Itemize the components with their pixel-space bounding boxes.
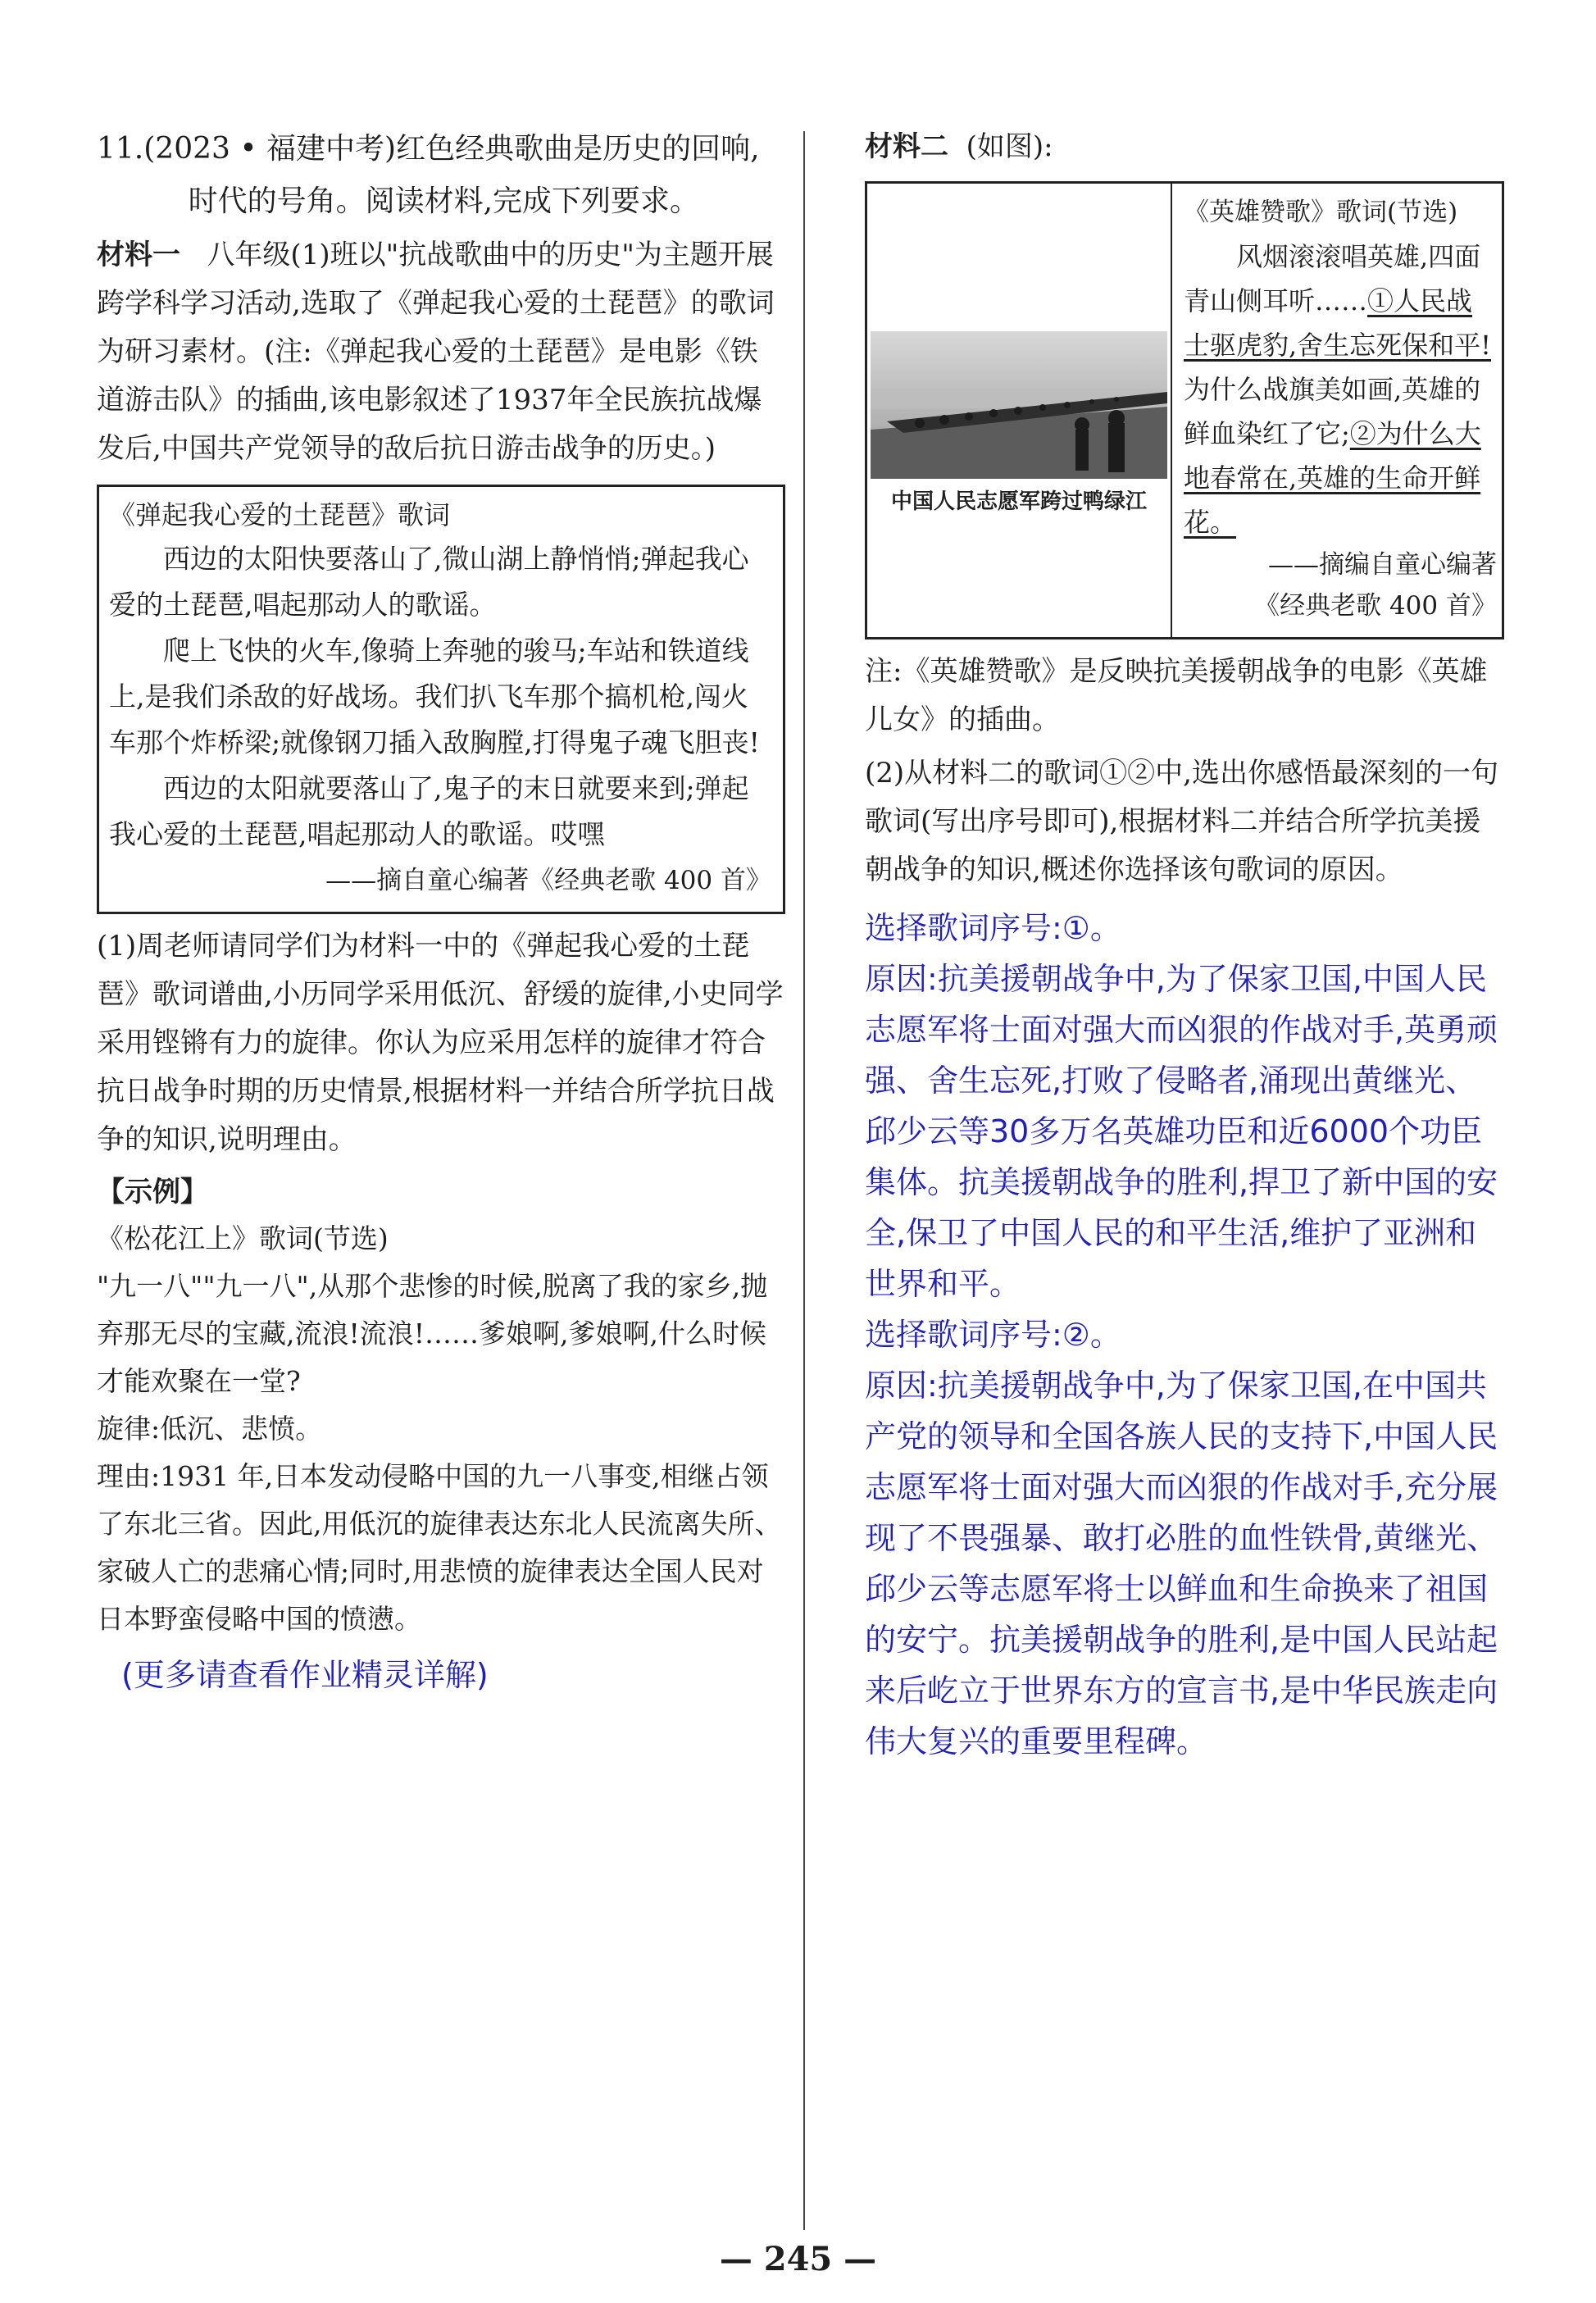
answer-reason: 原因:抗美援朝战争中,为了保家卫国,在中国共产党的领导和全国各族人民的支持下,中国人民志愿军将士面对强大而凶狠的作战对手,充分展现了不畏强暴、敢打必胜的血性铁骨,黄继光、邱少云等志愿军将士以鲜血和生命换来了祖国的安宁。抗美援朝战争的胜利,是中国人民站起来后屹立于世界东方的宣言书,是中华民族走向伟大复兴的重要里程碑。 [865,1368,1498,1759]
right-column [865,123,1504,1767]
material2-label: 材料二 [865,130,948,163]
example-label: 【示例】 [97,1176,208,1208]
material1-source: ——摘自童心编著《经典老歌 400 首》 [325,866,771,895]
question-number: 11. [97,132,144,166]
material1-lyrics-verse: 西边的太阳就要落山了,鬼子的末日就要来到;弹起我心爱的土琵琶,唱起那动人的歌谣。哎嘿 [109,772,749,850]
volunteer-army-photo [871,331,1167,479]
material2-source-author: ——摘编自童心编著 [1268,550,1497,580]
material1-lyrics-verse: 西边的太阳快要落山了,微山湖上静悄悄;弹起我心爱的土琵琶,唱起那动人的歌谣。 [109,543,749,621]
photo-caption: 中国人民志愿军跨过鸭绿江 [890,489,1147,514]
lyric-2: ②为什么大地春常在,英雄的生命开鲜花。 [1184,418,1481,538]
question-intro: (2023 • 福建中考)红色经典歌曲是历史的回响,时代的号角。阅读材料,完成下列要求。 [143,132,760,218]
material2-source-book: 《经典老歌 400 首》 [1254,591,1497,621]
column-divider [803,131,805,2230]
material2-table [865,181,1504,639]
answer-choice: 选择歌词序号:①。 [865,910,1121,946]
answer-reason: 原因:抗美援朝战争中,为了保家卫国,中国人民志愿军将士面对强大而凶狠的作战对手,英勇顽强、舍生忘死,打败了侵略者,涌现出黄继光、邱少云等30多万名英雄功臣和近6000个功臣集体。抗美援朝战争的胜利,捍卫了新中国的安全,保卫了中国人民的和平生活,维护了亚洲和世界和平。 [865,961,1498,1302]
lyrics-mid: 为什么战旗美如画,英雄的鲜血染红了它; [1184,374,1481,449]
material1-lyrics-box [97,485,785,914]
material1-lyrics-verse: 爬上飞快的火车,像骑上奔驰的骏马;车站和铁道线上,是我们杀敌的好战场。我们扒飞车那个搞机枪,闯火车那个炸桥梁;就像钢刀插入敌胸膛,打得鬼子魂飞胆丧! [109,635,760,758]
lyrics-cell [1172,184,1502,637]
lyric-1: ①人民战士驱虎豹,舍生忘死保和平! [1184,285,1492,361]
left-column [97,123,785,1700]
question-header [97,123,785,228]
material2-footnote: 注:《英雄赞歌》是反映抗美援朝战争的电影《英雄儿女》的插曲。 [865,655,1488,736]
answer-block [865,903,1504,1767]
sub-question-2: (2)从材料二的歌词①②中,选出你感悟最深刻的一句歌词(写出序号即可),根据材料二并结合所学抗美援朝战争的知识,概述你选择该句歌词的原因。 [865,757,1498,886]
material2-lyrics-title: 《英雄赞歌》歌词(节选) [1184,198,1458,227]
example-reason: 理由:1931 年,日本发动侵略中国的九一八事变,相继占领了东北三省。因此,用低沉的旋律表达东北人民流离失所、家破人亡的悲痛心情;同时,用悲愤的旋律表达全国人民对日本野蛮侵略中国的愤懑。 [97,1460,782,1635]
material1-paragraph [97,231,785,473]
material2-lyrics-body [1184,234,1497,544]
material1-intro: 八年级(1)班以"抗战歌曲中的历史"为主题开展跨学科学习活动,选取了《弹起我心爱的土琵琶》的歌词为研习素材。(注:《弹起我心爱的土琵琶》是电影《铁道游击队》的插曲,该电影叙述了1937年全民族抗战爆发后,中国共产党领导的敌后抗日游击战争的历史。) [97,239,775,465]
example-melody: 旋律:低沉、悲愤。 [97,1413,323,1445]
answer-choice: 选择歌词序号:②。 [865,1317,1121,1353]
page-number: — 245 — [719,2240,877,2278]
photo-cell [867,184,1172,637]
material2-heading [865,123,1504,171]
more-details-link[interactable]: (更多请查看作业精灵详解) [121,1657,489,1693]
example-title: 《松花江上》歌词(节选) [97,1222,389,1254]
material1-lyrics-title: 《弹起我心爱的土琵琶》歌词 [109,499,451,530]
material2-note: (如图): [966,130,1053,163]
material1-label: 材料一 [97,239,180,271]
lyrics-lead: 风烟滚滚唱英雄,四面青山侧耳听…… [1184,241,1481,316]
example-lyrics: "九一八""九一八",从那个悲惨的时候,脱离了我的家乡,抛弃那无尽的宝藏,流浪!流浪!……爹娘啊,爹娘啊,什么时候才能欢聚在一堂? [97,1270,768,1397]
sub-question-1: (1)周老师请同学们为材料一中的《弹起我心爱的土琵琶》歌词谱曲,小历同学采用低沉、舒缓的旋律,小史同学采用铿锵有力的旋律。你认为应采用怎样的旋律才符合抗日战争时期的历史情景,根据材料一并结合所学抗日战争的知识,说明理由。 [97,930,784,1156]
